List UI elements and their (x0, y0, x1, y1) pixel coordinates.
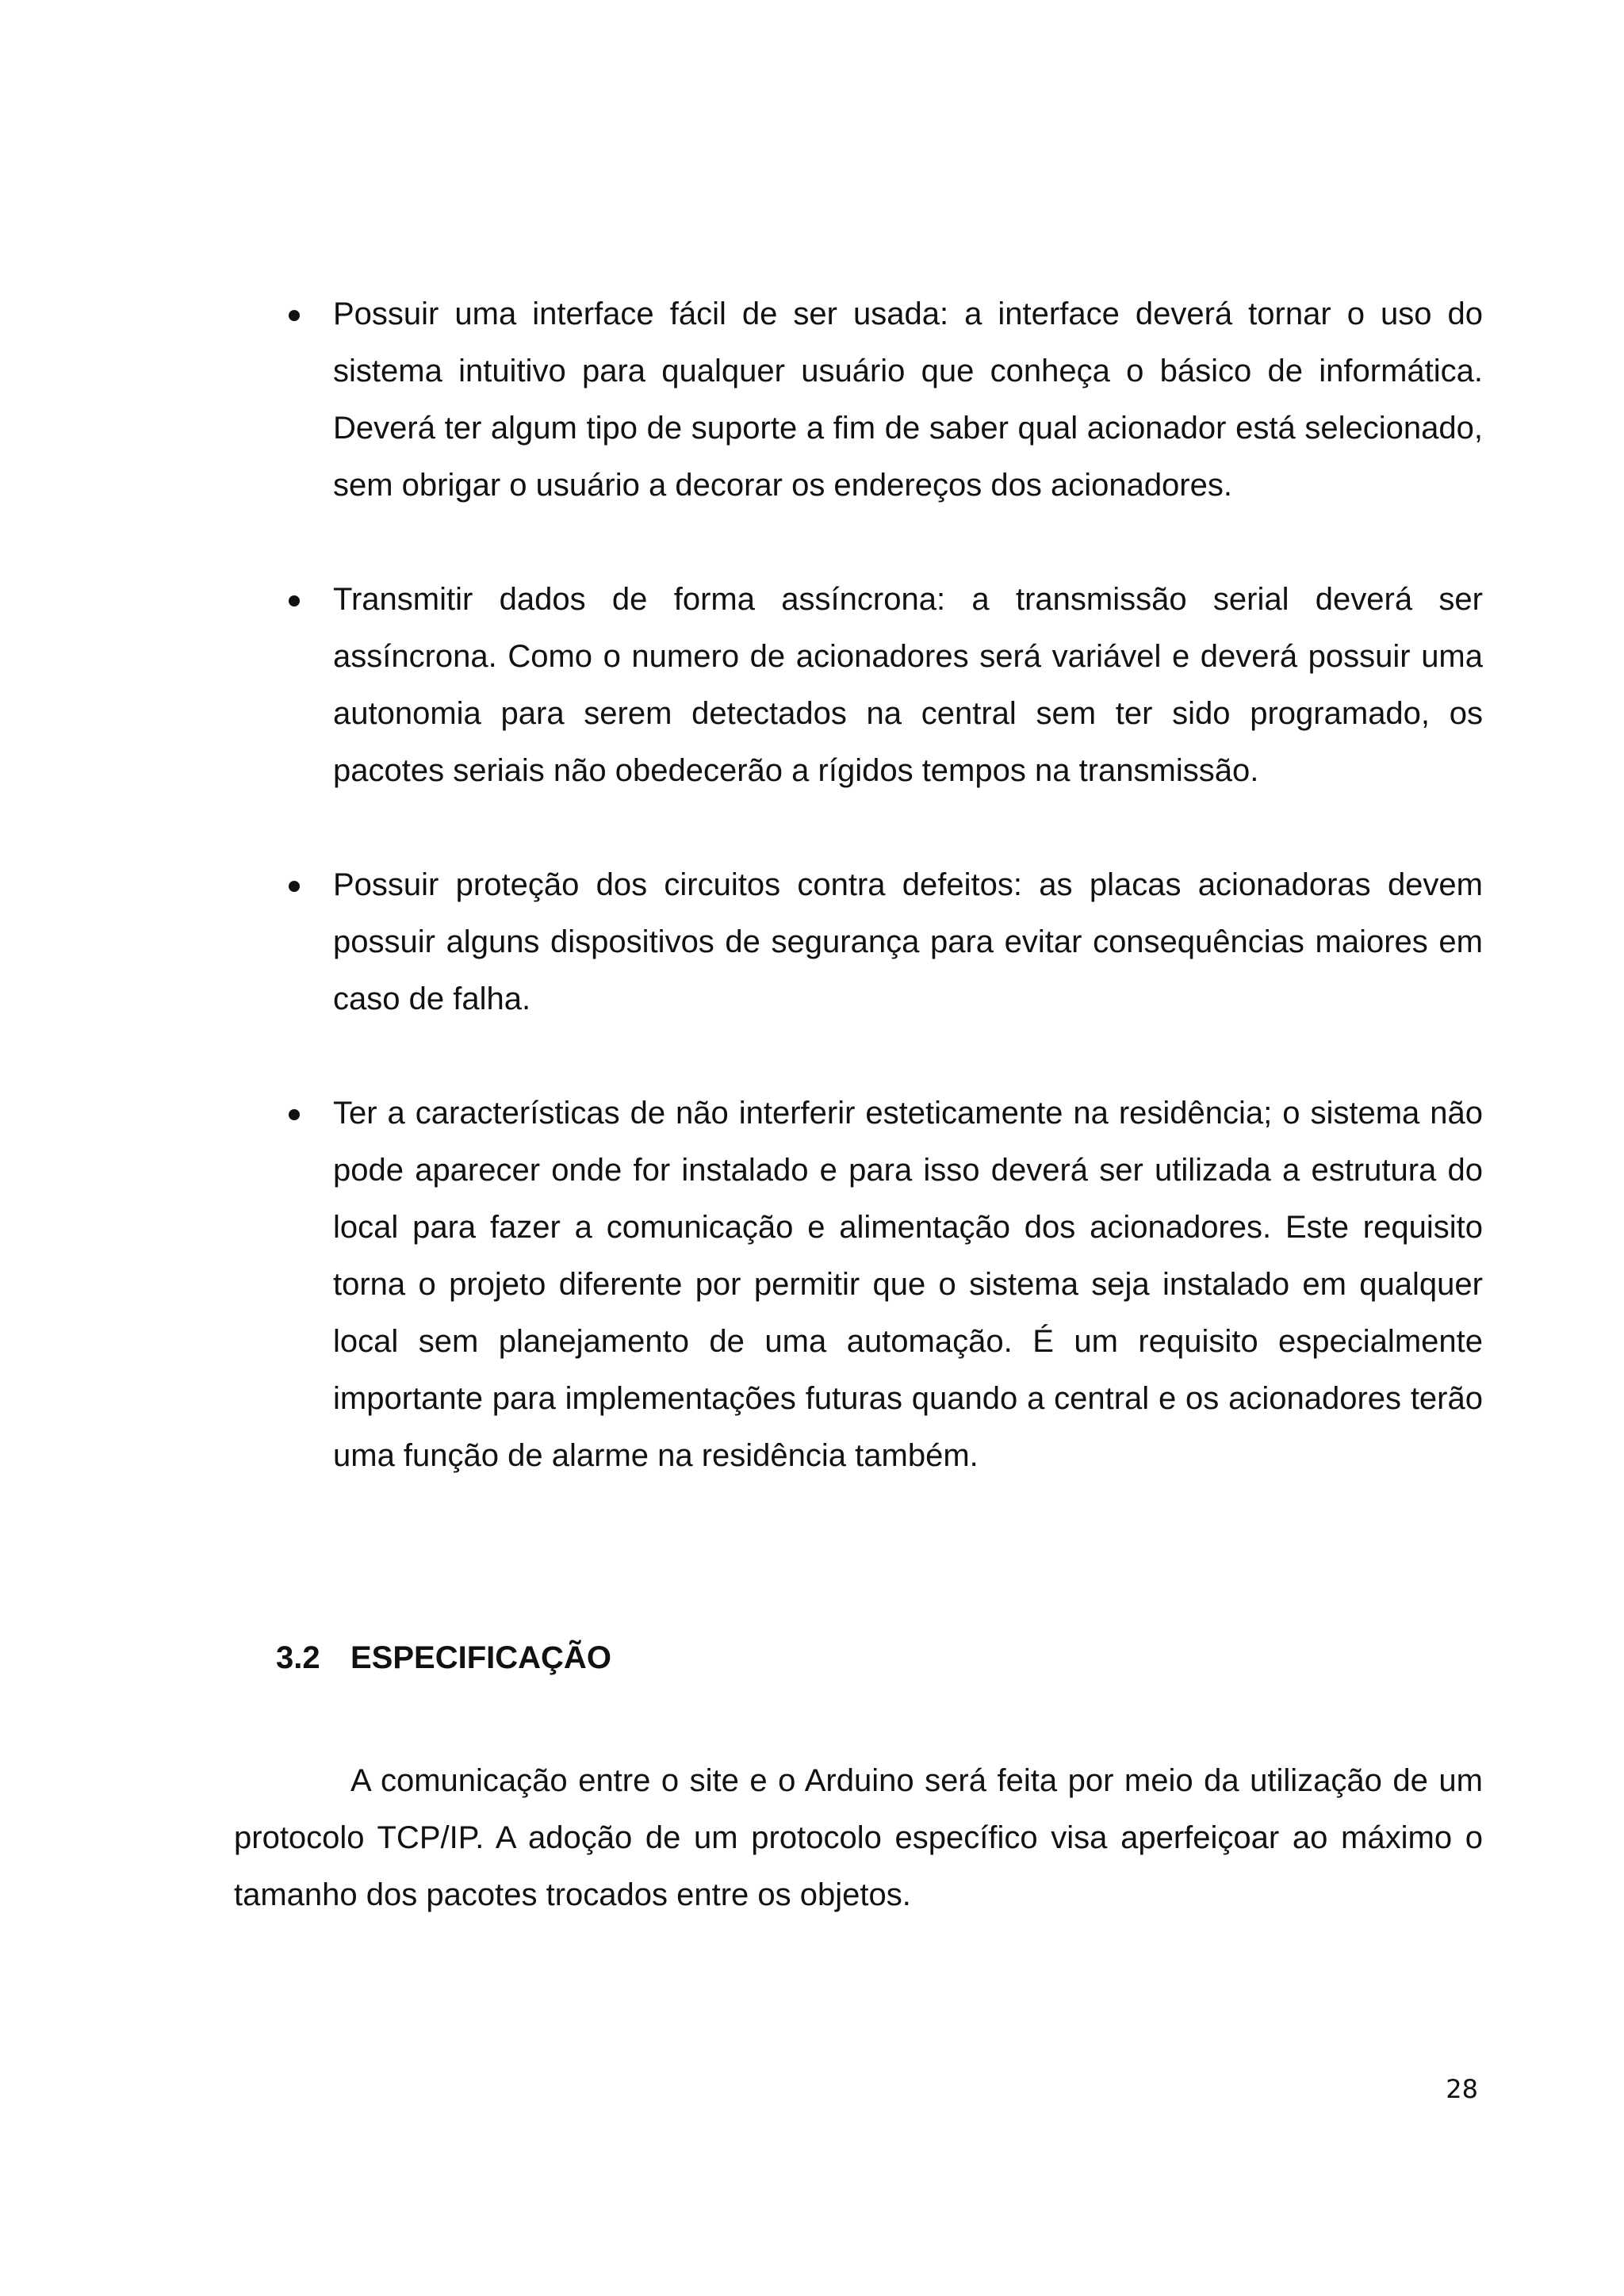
bullet-icon (289, 1109, 300, 1120)
list-item (278, 285, 1483, 514)
list-item (278, 571, 1483, 799)
bullet-icon (289, 310, 300, 321)
list-item-text: Ter a características de não interferir esteticamente na residência; o sistema não pode aparecer onde for instalado e para isso deverá ser utilizada a estrutura do local para fazer a comunicação e alimentação dos acionadores. Este requisito torna o projeto diferente por permitir que o sistema seja instalado em qualquer local sem planejamento de uma automação. É um requisito especialmente importante para implementações futuras quando a central e os acionadores terão uma função de alarme na residência também. (333, 1096, 1483, 1473)
section-title: ESPECIFICAÇÃO (350, 1640, 611, 1675)
page-number: 28 (1446, 2074, 1478, 2104)
bullet-icon (289, 881, 300, 892)
list-item (278, 1085, 1483, 1484)
list-item-text: Possuir proteção dos circuitos contra defeitos: as placas acionadoras devem possuir alguns dispositivos de segurança para evitar consequências maiores em caso de falha. (333, 867, 1483, 1016)
list-item-text: Possuir uma interface fácil de ser usada: a interface deverá tornar o uso do sistema intuitivo para qualquer usuário que conheça o básico de informática. Deverá ter algum tipo de suporte a fim de saber qual acionador está selecionado, sem obrigar o usuário a decorar os endereços dos acionadores. (333, 297, 1483, 503)
bullet-icon (289, 595, 300, 607)
section-heading (276, 1629, 611, 1686)
list-item (278, 856, 1483, 1027)
requirements-list (278, 285, 1483, 1541)
section-number: 3.2 (276, 1640, 320, 1675)
list-item-text: Transmitir dados de forma assíncrona: a transmissão serial deverá ser assíncrona. Como o numero de acionadores será variável e deverá possuir uma autonomia para serem detectados na central sem ter sido programado, os pacotes seriais não obedecerão a rígidos tempos na transmissão. (333, 582, 1483, 788)
body-paragraph: A comunicação entre o site e o Arduino será feita por meio da utilização de um protocolo TCP/IP. A adoção de um protocolo específico visa aperfeiçoar ao máximo o tamanho dos pacotes trocados entre os objetos. (234, 1763, 1483, 1912)
